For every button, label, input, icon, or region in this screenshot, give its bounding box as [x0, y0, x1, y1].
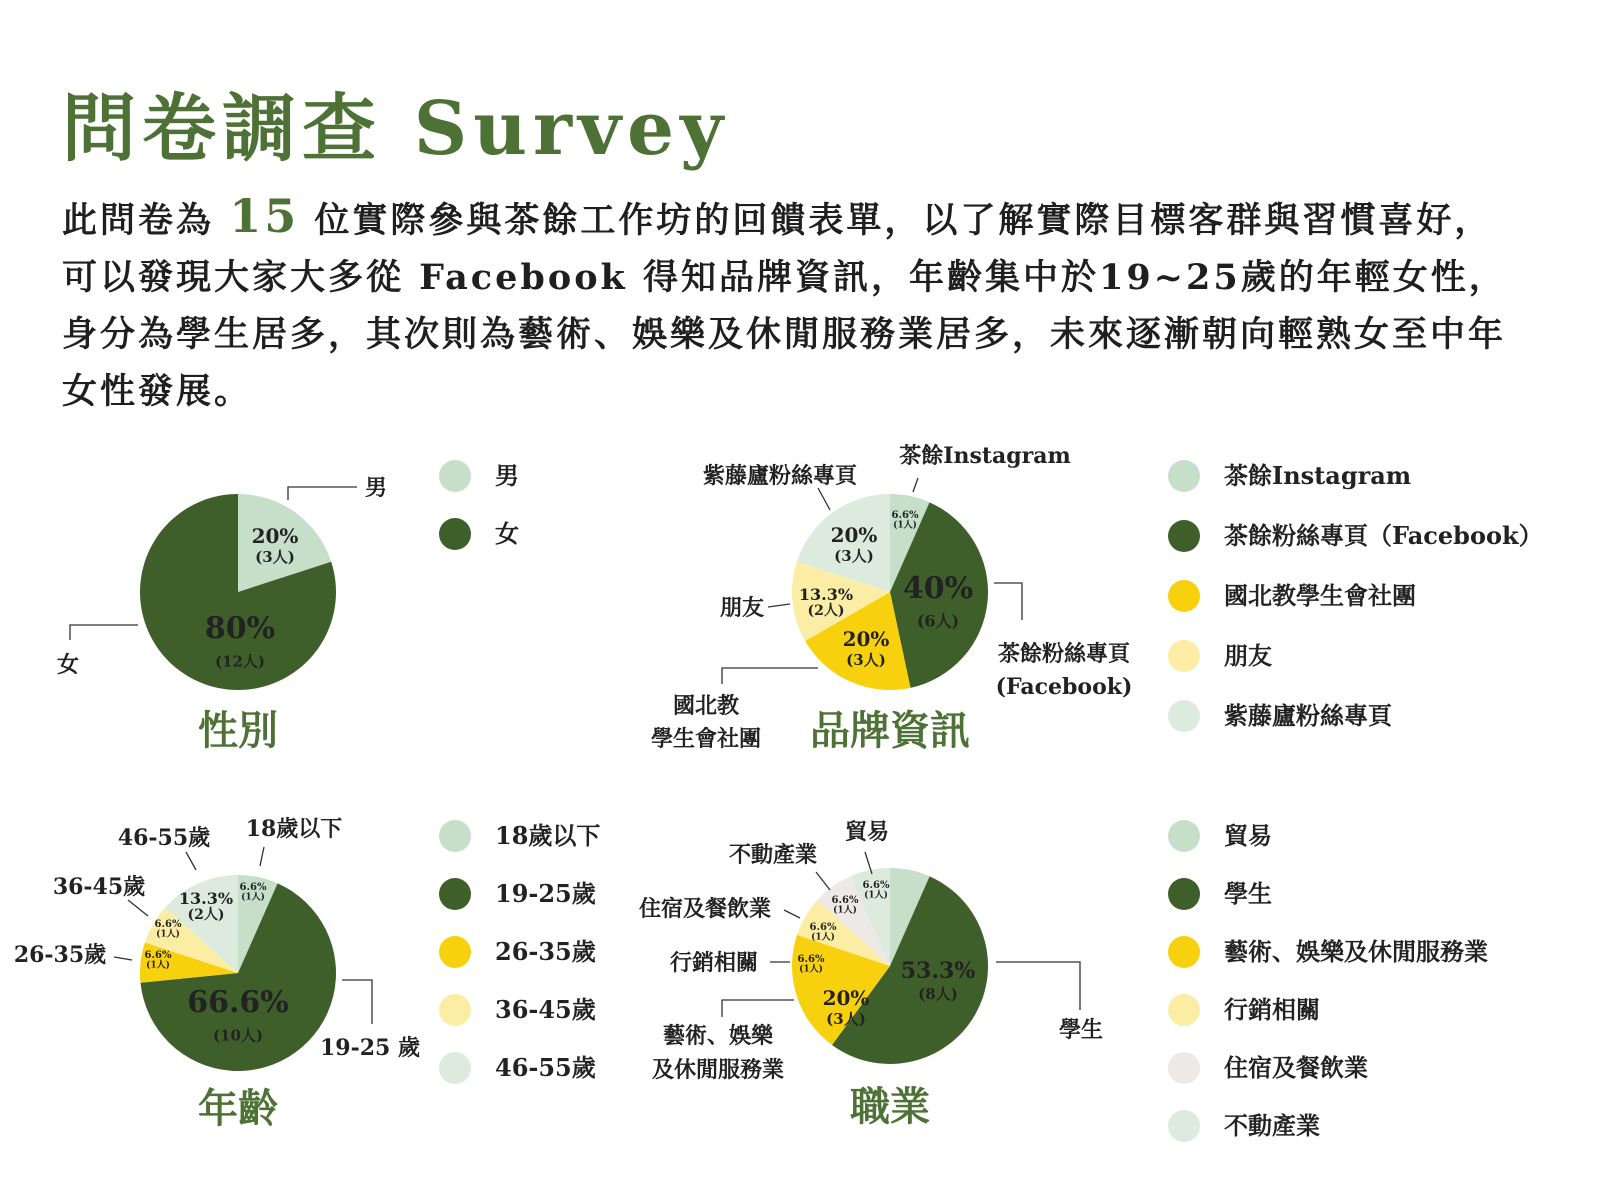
intro-text-before: 此問卷為 — [62, 200, 230, 241]
legend-label: 男 — [495, 461, 519, 490]
slice-count-label: (10人) — [212, 1026, 264, 1045]
slice-percent-label: 66.6% — [187, 985, 289, 1020]
callout-leader-line — [186, 852, 196, 870]
legend-swatch — [1168, 1052, 1200, 1084]
legend-swatch — [439, 460, 471, 492]
callout-label: (Facebook) — [995, 674, 1133, 700]
slice-percent-label: 6.6% — [831, 895, 859, 906]
callout-label: 國北教 — [672, 693, 740, 719]
legend-label: 18歲以下 — [495, 821, 601, 850]
legend-label: 不動產業 — [1224, 1111, 1320, 1140]
callout-label: 住宿及餐飲業 — [638, 896, 772, 922]
intro-text-after: 位實際參與茶餘工作坊的回饋表單，以了解實際目標客群與習慣喜好，可以發現大家大多從 Facebook 得知品牌資訊，年齡集中於19~25歲的年輕女性，身分為學生居多，其次則為藝術、娛樂及休閒服務業居多，未來逐漸朝向輕熟女至中年女性發展。 — [62, 200, 1507, 412]
callout-leader-line — [128, 900, 148, 916]
legend-swatch — [439, 820, 471, 852]
slice-count-label: (3人) — [826, 1010, 866, 1028]
callout-label: 茶餘粉絲專頁 — [997, 641, 1131, 667]
slice-percent-label: 20% — [822, 986, 870, 1010]
callout-label: 及休閒服務業 — [651, 1057, 785, 1083]
callout-leader-line — [70, 625, 138, 640]
callout-leader-line — [784, 910, 800, 918]
slice-count-label: (3人) — [255, 548, 295, 566]
callout-leader-line — [996, 962, 1080, 1010]
callout-label: 貿易 — [844, 819, 890, 845]
page-title: 問卷調查 Survey — [62, 86, 730, 172]
callout-leader-line — [913, 478, 918, 492]
slice-count-label: (3人) — [834, 547, 874, 565]
callout-label: 朋友 — [719, 595, 765, 621]
chart-title: 年齡 — [198, 1085, 278, 1132]
callout-label: 行銷相關 — [669, 950, 759, 976]
chart-title: 性別 — [198, 707, 278, 754]
slice-percent-label: 6.6% — [862, 880, 890, 891]
callout-label: 男 — [364, 475, 388, 501]
legend-swatch — [1168, 580, 1200, 612]
legend-swatch — [1168, 1110, 1200, 1142]
legend-swatch — [1168, 994, 1200, 1026]
callout-label: 學生會社團 — [650, 726, 762, 752]
callout-leader-line — [818, 488, 830, 510]
slice-percent-label: 80% — [204, 611, 276, 646]
callout-label: 19-25 歲 — [319, 1035, 421, 1061]
callout-label: 36-45歲 — [52, 874, 146, 900]
slice-percent-label: 6.6% — [797, 954, 825, 965]
slice-percent-label: 13.3% — [798, 585, 854, 604]
slice-count-label: (8人) — [918, 984, 958, 1003]
slice-percent-label: 6.6% — [891, 510, 919, 521]
chart-title: 職業 — [850, 1083, 930, 1130]
slice-count-label: (2人) — [807, 603, 845, 620]
legend-swatch — [439, 936, 471, 968]
legend-label: 學生 — [1224, 879, 1272, 908]
slice-percent-label: 6.6% — [144, 950, 172, 961]
callout-label: 不動產業 — [728, 842, 818, 868]
slice-count-label: (3人) — [846, 651, 886, 669]
legend-swatch — [439, 1052, 471, 1084]
slice-count-label: (1人) — [833, 905, 857, 916]
legend-label: 住宿及餐飲業 — [1224, 1053, 1368, 1082]
callout-label: 女 — [56, 652, 80, 678]
slice-percent-label: 20% — [830, 523, 878, 547]
legend-label: 46-55歲 — [495, 1053, 596, 1082]
legend-label: 藝術、娛樂及休閒服務業 — [1224, 937, 1488, 966]
legend-label: 國北教學生會社團 — [1224, 581, 1416, 610]
legend-swatch — [1168, 878, 1200, 910]
slice-count-label: (1人) — [811, 932, 835, 943]
callout-label: 26-35歲 — [13, 942, 107, 968]
callout-label: 46-55歲 — [117, 825, 211, 851]
legend-label: 茶餘粉絲專頁（Facebook） — [1224, 521, 1543, 550]
legend-swatch — [1168, 640, 1200, 672]
legend-swatch — [439, 994, 471, 1026]
legend-label: 紫藤廬粉絲專頁 — [1224, 701, 1392, 730]
slice-count-label: (1人) — [893, 520, 917, 531]
slice-count-label: (1人) — [156, 929, 180, 940]
slice-percent-label: 6.6% — [239, 882, 267, 893]
legend-label: 女 — [495, 519, 519, 548]
legend-swatch — [1168, 520, 1200, 552]
intro-respondent-count: 15 — [229, 189, 300, 243]
legend-label: 貿易 — [1224, 821, 1272, 850]
legend-label: 行銷相關 — [1224, 995, 1320, 1024]
slice-count-label: (1人) — [241, 892, 265, 903]
legend-label: 36-45歲 — [495, 995, 596, 1024]
legend-label: 19-25歲 — [495, 879, 596, 908]
slice-percent-label: 20% — [251, 524, 299, 548]
slice-count-label: (12人) — [214, 652, 266, 671]
legend-swatch — [1168, 936, 1200, 968]
legend-label: 茶餘Instagram — [1224, 461, 1412, 490]
legend-swatch — [1168, 460, 1200, 492]
legend-swatch — [1168, 820, 1200, 852]
callout-leader-line — [288, 487, 357, 500]
slice-count-label: (2人) — [187, 907, 225, 924]
legend-label: 26-35歲 — [495, 937, 596, 966]
callout-leader-line — [722, 1000, 794, 1017]
slice-percent-label: 20% — [842, 627, 890, 651]
slice-count-label: (1人) — [864, 890, 888, 901]
callout-label: 茶餘Instagram — [899, 443, 1071, 469]
callout-leader-line — [768, 604, 790, 607]
callout-leader-line — [260, 847, 264, 866]
slice-percent-label: 40% — [902, 571, 974, 606]
legend-swatch — [439, 878, 471, 910]
slice-percent-label: 53.3% — [900, 958, 976, 984]
slice-percent-label: 6.6% — [809, 922, 837, 933]
slice-percent-label: 13.3% — [178, 889, 234, 908]
callout-leader-line — [816, 872, 830, 890]
callout-leader-line — [994, 583, 1022, 620]
slice-count-label: (6人) — [916, 611, 960, 631]
callout-leader-line — [114, 957, 132, 960]
callout-label: 學生 — [1058, 1017, 1104, 1043]
legend-label: 朋友 — [1224, 641, 1272, 670]
legend-swatch — [1168, 700, 1200, 732]
slice-count-label: (1人) — [146, 960, 170, 971]
slice-percent-label: 6.6% — [154, 919, 182, 930]
legend-swatch — [439, 518, 471, 550]
chart-title: 品牌資訊 — [810, 707, 970, 754]
callout-label: 18歲以下 — [245, 816, 343, 842]
callout-label: 紫藤廬粉絲專頁 — [702, 463, 858, 489]
callout-leader-line — [342, 980, 372, 1024]
callout-label: 藝術、娛樂 — [662, 1023, 774, 1049]
callout-leader-line — [722, 668, 818, 684]
slice-count-label: (1人) — [799, 964, 823, 975]
